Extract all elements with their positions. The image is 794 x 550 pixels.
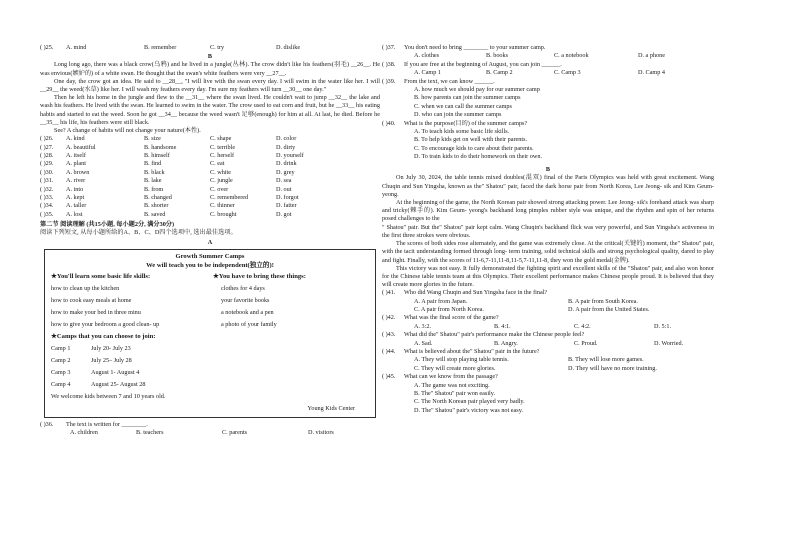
option-a: A. lost <box>66 210 83 218</box>
skill-item: how to give your bedroom a good clean- up <box>51 320 160 328</box>
option-a: A. Camp 1 <box>414 69 441 77</box>
question-number: ( )41. <box>382 289 396 297</box>
option-b: B. size <box>144 135 161 143</box>
cloze-question-row <box>40 160 380 168</box>
option-a: A. brown <box>66 168 90 176</box>
skills-heading: ★You'll learn some basic life skills: <box>51 272 151 280</box>
camps-heading: ★Camps that you can choose to join: <box>51 332 156 340</box>
question-number: ( )28. <box>40 152 54 159</box>
question-stem: What did the" Shatou" pair's performance make the Chinese people feel? <box>404 331 585 339</box>
cloze-options <box>40 135 380 219</box>
question-number: ( )36. <box>40 420 54 428</box>
question-42 <box>382 314 714 322</box>
option-c: C. remembered <box>210 193 249 201</box>
camp-name: Camp 3 <box>51 368 71 376</box>
skill-item: how to clean up the kitchen <box>51 284 120 292</box>
option-d: D. a phone <box>638 52 665 60</box>
question-number: ( )37. <box>382 44 396 51</box>
skills-list <box>51 271 207 331</box>
ad-signature: Young Kids Center <box>307 404 355 412</box>
cloze-question-row <box>40 144 380 152</box>
question-stem: You don't need to bring ________ to your summer camp. <box>404 44 546 51</box>
passage-paragraph: On July 30, 2024, the table tennis mixed doubles(混双) final of the Paris Olympics was held with great excitement. Wang Chuqin and Sun Yingsha, known as the" Shatou" pair, faced the dark horse pair from North Korea, Lee Jeong- sik and Kim Geum- yeong. <box>382 174 714 198</box>
option-d: D. They will have no more training. <box>568 364 657 372</box>
option-c: C. jungle <box>210 177 233 185</box>
question-37-options <box>382 52 714 60</box>
question-number: ( )31. <box>40 177 54 185</box>
option-b: B. lake <box>144 177 162 185</box>
question-number: ( )38. <box>382 60 396 68</box>
option-b: B. They will lose more games. <box>568 356 644 364</box>
option-b: B. Camp 2 <box>486 69 513 77</box>
cloze-question-row <box>40 177 380 185</box>
option-c: C. when we can call the summer camps <box>414 102 512 110</box>
camp-advertisement <box>44 249 376 418</box>
question-stem: If you are free at the beginning of August, you can join ______. <box>404 60 562 68</box>
passage-paragraph: This victory was not easy. It fully demonstrated the fighting spirit and excellent skills of the "Shatou" pair, and also won honor for the Chinese table tennis team at this Olympics. Their excellent performance makes Chinese people proud. It is believed that they will create more glories in the future. <box>382 264 714 289</box>
option-d: D. yourself <box>276 152 304 159</box>
question-number: ( )27. <box>40 143 54 151</box>
option-c: C. A pair from North Korea. <box>414 306 484 314</box>
option-a: A. mind <box>66 44 87 51</box>
skill-item: how to make your bed in three minu <box>51 308 141 316</box>
camp-row <box>51 379 369 391</box>
passage-b-paragraph: Then he left his home in the jungle and flew to the __31__ where the swan lived. He couldn't wait to jump __32__ the lake and wash his feathers. He lived with the swan. He learned to swim in the water. The crow used to eat corn and fruit, but he __33__ his eating habits and started to eat the weed. Soon he got __34__ because the weed wasn't 足够(enough) for him at all. At last, he died. Before he __35__ his life, his feathers were still black. <box>40 94 380 126</box>
option-b: B. from <box>144 185 164 193</box>
question-number: ( )25. <box>40 44 54 51</box>
passage-b-paragraph: See? A change of habits will not change your nature(本性). <box>54 127 201 135</box>
question-number: ( )29. <box>40 160 54 168</box>
option-c: C. parents <box>222 428 248 436</box>
cloze-question-row <box>40 194 380 202</box>
option-d: D. To train kids to do their homework on their own. <box>414 153 542 161</box>
option-a: A. kind <box>66 135 85 143</box>
question-39 <box>382 78 714 86</box>
camp-row <box>51 367 369 379</box>
option-d: D. dirty <box>276 143 296 151</box>
passage-b-paragraph: One day, the crow got an idea. He said to __28__, "I will live with the swan every day. I will swim in the water like her. I will __29__ the weed(水草) like her. I will wash my feathers every day. I'm sure my feathers will turn __30__ one day." <box>40 77 380 93</box>
ad-title: Growth Summer Camps <box>175 252 245 260</box>
question-36 <box>40 421 380 429</box>
option-d: D. out <box>276 185 292 193</box>
part-2-title: 第二节 阅读理解 (共15小题, 每小题2分, 满分30分) <box>40 221 175 229</box>
bring-item: clothes for 4 days <box>221 284 265 292</box>
part-2-instructions: 阅读下列短文, 从每小题所给的A、B、C、D四个选项中, 选出最佳选项。 <box>40 229 237 237</box>
option-b: B. The" Shatou" pair won easily. <box>414 390 496 397</box>
question-45 <box>382 373 714 381</box>
camp-row <box>51 355 369 367</box>
option-a: A. taller <box>66 202 87 210</box>
question-number: ( )34. <box>40 202 54 210</box>
option-d: D. drink <box>276 160 297 168</box>
option-c: C. shape <box>210 135 232 143</box>
option-b: B. handsome <box>144 143 177 151</box>
question-number: ( )33. <box>40 193 54 201</box>
option-c: C. 4:2. <box>574 322 591 330</box>
question-44 <box>382 348 714 356</box>
question-38 <box>382 61 714 69</box>
section-b-heading: B <box>207 53 213 61</box>
question-44-options-ab <box>382 356 714 364</box>
option-b: B. remember <box>144 44 177 51</box>
question-37 <box>382 44 714 52</box>
question-stem: What was the final score of the game? <box>404 314 499 322</box>
option-a: A. into <box>66 185 84 193</box>
question-stem: From the text, we can know ______. <box>404 77 495 85</box>
cloze-question-row <box>40 152 380 160</box>
left-column <box>40 44 380 437</box>
question-number: ( )42. <box>382 314 396 322</box>
option-b: B. changed <box>144 193 172 201</box>
option-c: C. white <box>210 168 231 176</box>
question-number: ( )40. <box>382 119 396 127</box>
question-number: ( )32. <box>40 185 54 193</box>
question-42-options <box>382 323 714 331</box>
option-a: A. river <box>66 177 86 185</box>
option-c: C. try <box>210 44 225 51</box>
cloze-question-row <box>40 211 380 219</box>
option-a: A. children <box>70 428 98 436</box>
option-d: D. dislike <box>276 44 301 51</box>
option-c: C. a notebook <box>554 52 589 60</box>
option-c: C. Proud. <box>574 339 598 347</box>
question-36-options <box>40 429 380 437</box>
option-d: D. who can join the summer camps <box>414 111 502 119</box>
question-number: ( )45. <box>382 373 396 381</box>
question-number: ( )30. <box>40 168 54 176</box>
question-number: ( )35. <box>40 210 54 218</box>
option-b: B. To help kids get on well with their parents. <box>414 136 528 144</box>
question-stem: What can we know from the passage? <box>404 373 498 381</box>
option-c: C. eat <box>210 160 225 168</box>
camp-date: August 25- August 28 <box>91 380 146 388</box>
question-44-options-cd <box>382 365 714 373</box>
section-b-heading: B <box>545 166 551 174</box>
option-a: A. plant <box>66 160 86 168</box>
option-b: B. A pair from South Korea. <box>568 297 638 305</box>
cloze-question-row <box>40 202 380 210</box>
question-number: ( )39. <box>382 77 396 85</box>
option-c: C. The North Korean pair played very badly. <box>414 398 525 406</box>
option-c: C. over <box>210 185 229 193</box>
option-c: C. terrible <box>210 143 236 151</box>
question-43-options <box>382 340 714 348</box>
question-stem: What is believed about the" Shatou" pair in the future? <box>404 348 540 356</box>
question-number: ( )44. <box>382 348 396 356</box>
right-column <box>382 44 714 415</box>
bring-item: a notebook and a pen <box>221 308 274 316</box>
question-41-options-cd <box>382 306 714 314</box>
passage-paragraph: The scores of both sides rose alternately, and the game was extremely close. At the critical(关键的) moment, the" Shatou" pair, with the tacit understanding formed through long- term training, solid technical skills and strong psychological quality, dared to play and fight. Finally, with the scores of 11-6,7-11,11-8,11-5,7-11,11-8, they won the gold medal(金牌). <box>382 240 714 264</box>
question-40 <box>382 120 714 128</box>
option-a: A. 3:2. <box>414 322 432 330</box>
question-stem: The text is written for ________. <box>66 420 148 428</box>
option-d: D. got <box>276 210 292 218</box>
option-b: B. books <box>486 52 509 60</box>
camp-name: Camp 4 <box>51 380 71 388</box>
option-d: D. Worried. <box>654 339 684 347</box>
option-c: C. herself <box>210 152 235 159</box>
option-d: D. The" Shatou" pair's victory was not easy. <box>414 406 523 414</box>
option-d: D. 5:1. <box>654 322 672 330</box>
option-a: A. They will stop playing table tennis. <box>414 356 509 364</box>
option-b: B. teachers <box>136 428 164 436</box>
option-c: C. thinner <box>210 202 235 210</box>
bring-list <box>207 271 369 331</box>
option-d: D. sea <box>276 177 292 185</box>
option-d: D. fatter <box>276 202 297 210</box>
option-b: B. 4:1. <box>494 322 511 330</box>
option-a: A. beautiful <box>66 143 96 151</box>
option-b: B. Angry. <box>494 339 518 347</box>
question-stem: Who did Wang Chuqin and Sun Yingsha face in the final? <box>404 289 548 297</box>
option-d: D. Camp 4 <box>638 69 665 77</box>
question-43 <box>382 331 714 339</box>
camp-date: July 25– July 28 <box>91 356 132 364</box>
option-a: A. kept <box>66 193 85 201</box>
camp-row <box>51 343 369 355</box>
cloze-question-row <box>40 135 380 143</box>
question-25 <box>40 44 380 52</box>
passage-b-paragraph: Long long ago, there was a black crow(乌鸦) and he lived in a jungle(丛林). The crow didn't like his feathers(羽毛) __26__. He was envious(嫉妒的) of a white swan. He thought that the swan's white feathers were very __27__. <box>40 61 380 77</box>
passage-paragraph: " Shatou" pair. But the" Shatou" pair kept calm. Wang Chuqin's backhand flick was very powerful, and Sun Yingsha's activeness in the first three strokes were obvious. <box>382 223 714 239</box>
passage-paragraph: At the beginning of the game, the North Korean pair showed strong attacking power. Lee Jeong- sik's forehand attack was sharp and tricky(棘手的). Kim Geum- yeong's backhand long pimples rubber style was unique, and the rhythm and spin of her returns posed challenges to the <box>382 199 714 223</box>
option-a: A. clothes <box>414 52 440 60</box>
question-number: ( )26. <box>40 135 54 143</box>
option-c: C. Camp 3 <box>554 69 581 77</box>
ad-subtitle: We will teach you to be independent(独立的)! <box>146 261 274 269</box>
option-a: A. A pair from Japan. <box>414 297 468 305</box>
option-c: C. To encourage kids to care about their parents. <box>414 144 534 152</box>
camp-name: Camp 1 <box>51 344 71 352</box>
option-d: D. visitors <box>308 428 334 436</box>
question-41 <box>382 289 714 297</box>
option-c: C. They will create more glories. <box>414 364 496 372</box>
section-a-heading: A <box>207 238 213 246</box>
bring-item: your favorite books <box>221 296 270 304</box>
option-b: B. find <box>144 160 162 168</box>
option-d: D. grey <box>276 168 295 176</box>
question-stem: What is the purpose(目的) of the summer camps? <box>404 119 528 127</box>
option-a: A. To teach kids some basic life skills. <box>414 127 510 135</box>
option-d: D. color <box>276 135 297 143</box>
question-number: ( )43. <box>382 331 396 339</box>
bring-item: a photo of your family <box>221 320 277 328</box>
welcome-text: We welcome kids between 7 and 10 years old. <box>51 392 166 400</box>
option-a: A. how much we should pay for our summer camp <box>414 85 540 93</box>
option-a: A. The game was not exciting. <box>414 381 490 389</box>
option-d: D. forgot <box>276 193 299 201</box>
question-38-options <box>382 69 714 77</box>
option-a: A. Sad. <box>414 339 433 347</box>
option-b: B. black <box>144 168 165 176</box>
bring-heading: ★You have to bring these things: <box>213 272 306 280</box>
option-b: B. shorter <box>144 202 169 210</box>
camp-date: July 20- July 23 <box>91 344 131 352</box>
cloze-question-row <box>40 169 380 177</box>
option-b: B. how parents can join the summer camps <box>414 94 521 102</box>
camp-name: Camp 2 <box>51 356 71 364</box>
question-41-options-ab <box>382 298 714 306</box>
option-b: B. himself <box>144 152 170 159</box>
skill-item: how to cook easy meals at home <box>51 296 132 304</box>
option-b: B. saved <box>144 210 166 218</box>
option-c: C. brought <box>210 210 237 218</box>
camp-date: August 1- August 4 <box>91 368 140 376</box>
option-a: A. itself <box>66 152 86 159</box>
option-d: D. A pair from the United States. <box>568 306 650 314</box>
cloze-question-row <box>40 186 380 194</box>
